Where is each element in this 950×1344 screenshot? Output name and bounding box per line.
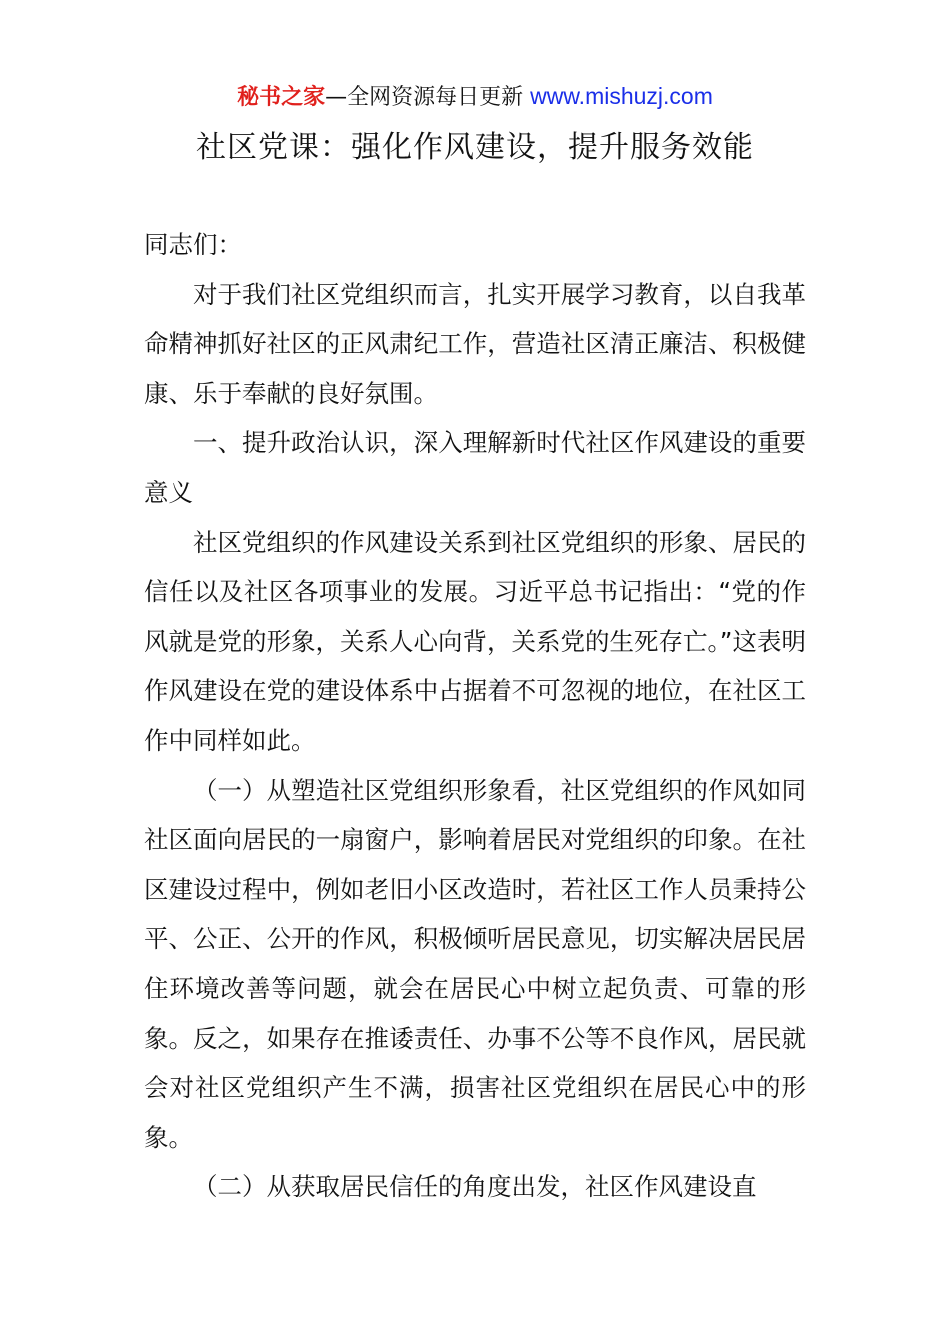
brand-name: 秘书之家 — [237, 85, 326, 110]
site-url-link[interactable]: www.mishuzj.com — [530, 83, 713, 109]
site-header — [0, 80, 950, 114]
document-body — [144, 220, 806, 1212]
section-heading-1: 一、提升政治认识，深入理解新时代社区作风建设的重要意义 — [144, 428, 806, 507]
paragraph-intro: 对于我们社区党组织而言，扎实开展学习教育，以自我革命精神抓好社区的正风肃纪工作，营造社区清正廉洁、积极健康、乐于奉献的良好氛围。 — [144, 279, 806, 408]
paragraph-point-2: （二）从获取居民信任的角度出发，社区作风建设直 — [193, 1172, 757, 1202]
header-tagline: —全网资源每日更新 — [325, 85, 524, 110]
paragraph-point-1: （一）从塑造社区党组织形象看，社区党组织的作风如同社区面向居民的一扇窗户，影响着居民对党组织的印象。在社区建设过程中，例如老旧小区改造时，若社区工作人员秉持公平、公正、公开的作风，积极倾听居民意见，切实解决居民居住环境改善等问题，就会在居民心中树立起负责、可靠的形象。反之，如果存在推诿责任、办事不公等不良作风，居民就会对社区党组织产生不满，损害社区党组织在居民心中的形象。 — [144, 775, 806, 1152]
salutation: 同志们： — [144, 230, 242, 259]
document-title: 社区党课：强化作风建设，提升服务效能 — [196, 130, 754, 165]
paragraph-significance: 社区党组织的作风建设关系到社区党组织的形象、居民的信任以及社区各项事业的发展。习近平总书记指出：“党的作风就是党的形象，关系人心向背，关系党的生死存亡。”这表明作风建设在党的建设体系中占据着不可忽视的地位，在社区工作中同样如此。 — [144, 527, 806, 755]
